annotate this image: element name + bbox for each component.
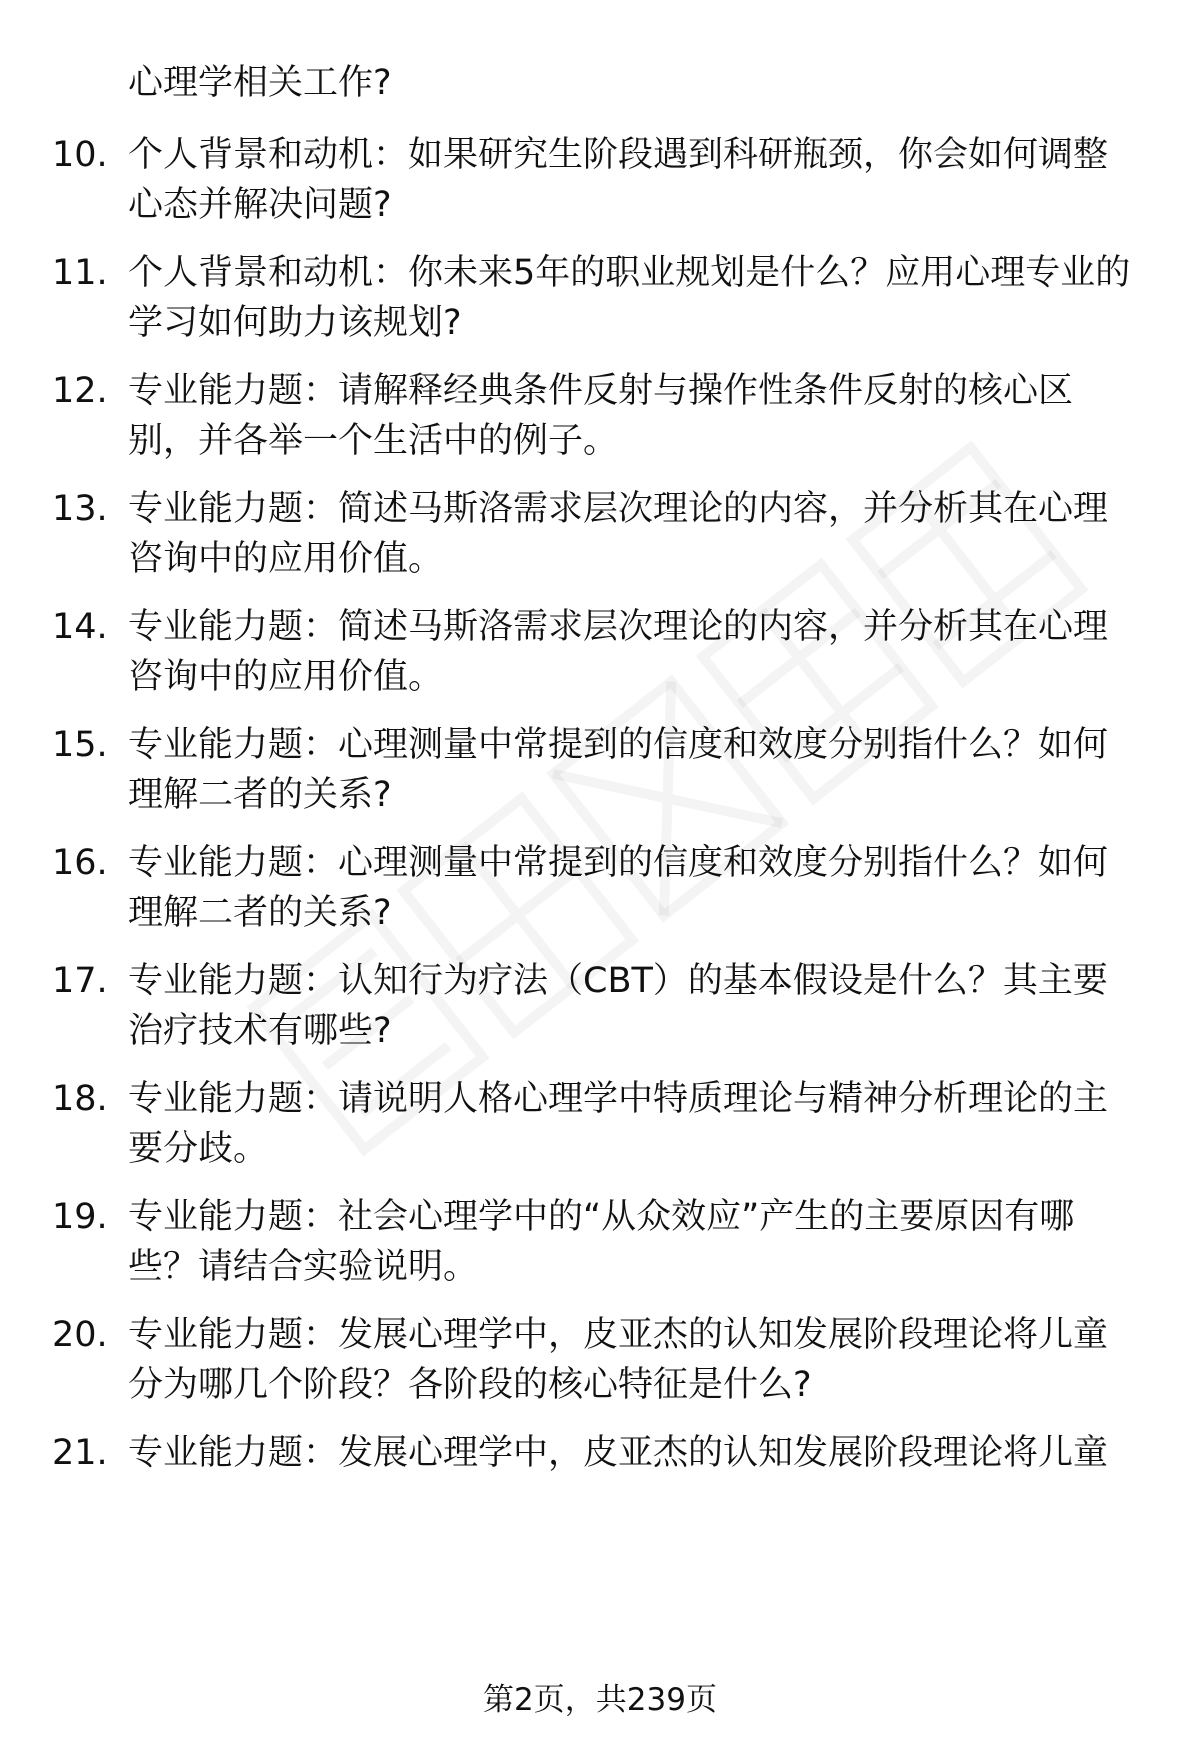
question-text: [128, 484, 1168, 584]
question-text-line: 专业能力题：发展心理学中，皮亚杰的认知发展阶段理论将儿童: [128, 1315, 1109, 1355]
question-text-line: 个人背景和动机：如果研究生阶段遇到科研瓶颈，你会如何调整: [128, 135, 1109, 175]
question-text-line: 专业能力题：认知行为疗法（CBT）的基本假设是什么？其主要: [128, 961, 1108, 1001]
question-number: 17.: [52, 961, 108, 1001]
question-text: [128, 1074, 1168, 1174]
question-number: 14.: [52, 607, 108, 647]
question-text: [128, 248, 1168, 348]
question-text-line: 专业能力题：心理测量中常提到的信度和效度分别指什么？如何: [128, 725, 1109, 765]
continued-question-text: 心理学相关工作?: [128, 63, 392, 103]
question-number: 11.: [52, 253, 108, 293]
question-text-line: 理解二者的关系?: [128, 893, 392, 933]
question-number: 15.: [52, 725, 108, 765]
question-text: [128, 1428, 1168, 1478]
question-text-line: 别，并各举一个生活中的例子。: [128, 421, 619, 461]
question-text: [128, 1192, 1168, 1292]
question-text-line: 心态并解决问题?: [128, 185, 392, 225]
question-text: [128, 956, 1168, 1056]
question-text-line: 专业能力题：心理测量中常提到的信度和效度分别指什么？如何: [128, 843, 1109, 883]
question-text-line: 个人背景和动机：你未来5年的职业规划是什么？应用心理专业的: [128, 253, 1131, 293]
question-text-line: 咨询中的应用价值。: [128, 539, 444, 579]
question-text-line: 咨询中的应用价值。: [128, 657, 444, 697]
question-number: 13.: [52, 489, 108, 529]
question-text-line: 治疗技术有哪些?: [128, 1011, 392, 1051]
question-text-line: 要分歧。: [128, 1129, 269, 1169]
question-number: 12.: [52, 371, 108, 411]
question-number: 20.: [52, 1315, 108, 1355]
question-text-line: 理解二者的关系?: [128, 775, 392, 815]
question-text: [128, 130, 1168, 230]
page-footer: 第2页，共239页: [483, 1682, 717, 1718]
question-text: [128, 1310, 1168, 1410]
question-text: [128, 602, 1168, 702]
question-text-line: 分为哪几个阶段？各阶段的核心特征是什么?: [128, 1365, 812, 1405]
question-number: 21.: [52, 1433, 108, 1473]
question-number: 18.: [52, 1079, 108, 1119]
question-text-line: 专业能力题：请解释经典条件反射与操作性条件反射的核心区: [128, 371, 1074, 411]
question-number: 16.: [52, 843, 108, 883]
question-text: [128, 366, 1168, 466]
question-text-line: 学习如何助力该规划?: [128, 303, 462, 343]
question-text-line: 专业能力题：发展心理学中，皮亚杰的认知发展阶段理论将儿童: [128, 1433, 1109, 1473]
question-number: 10.: [52, 135, 108, 175]
question-text-line: 专业能力题：社会心理学中的“从众效应”产生的主要原因有哪: [128, 1197, 1075, 1237]
question-text-line: 专业能力题：简述马斯洛需求层次理论的内容，并分析其在心理: [128, 489, 1109, 529]
question-text: [128, 838, 1168, 938]
question-text-line: 些？请结合实验说明。: [128, 1247, 479, 1287]
question-text-line: 专业能力题：请说明人格心理学中特质理论与精神分析理论的主: [128, 1079, 1109, 1119]
question-text: [128, 720, 1168, 820]
question-number: 19.: [52, 1197, 108, 1237]
question-text-line: 专业能力题：简述马斯洛需求层次理论的内容，并分析其在心理: [128, 607, 1109, 647]
